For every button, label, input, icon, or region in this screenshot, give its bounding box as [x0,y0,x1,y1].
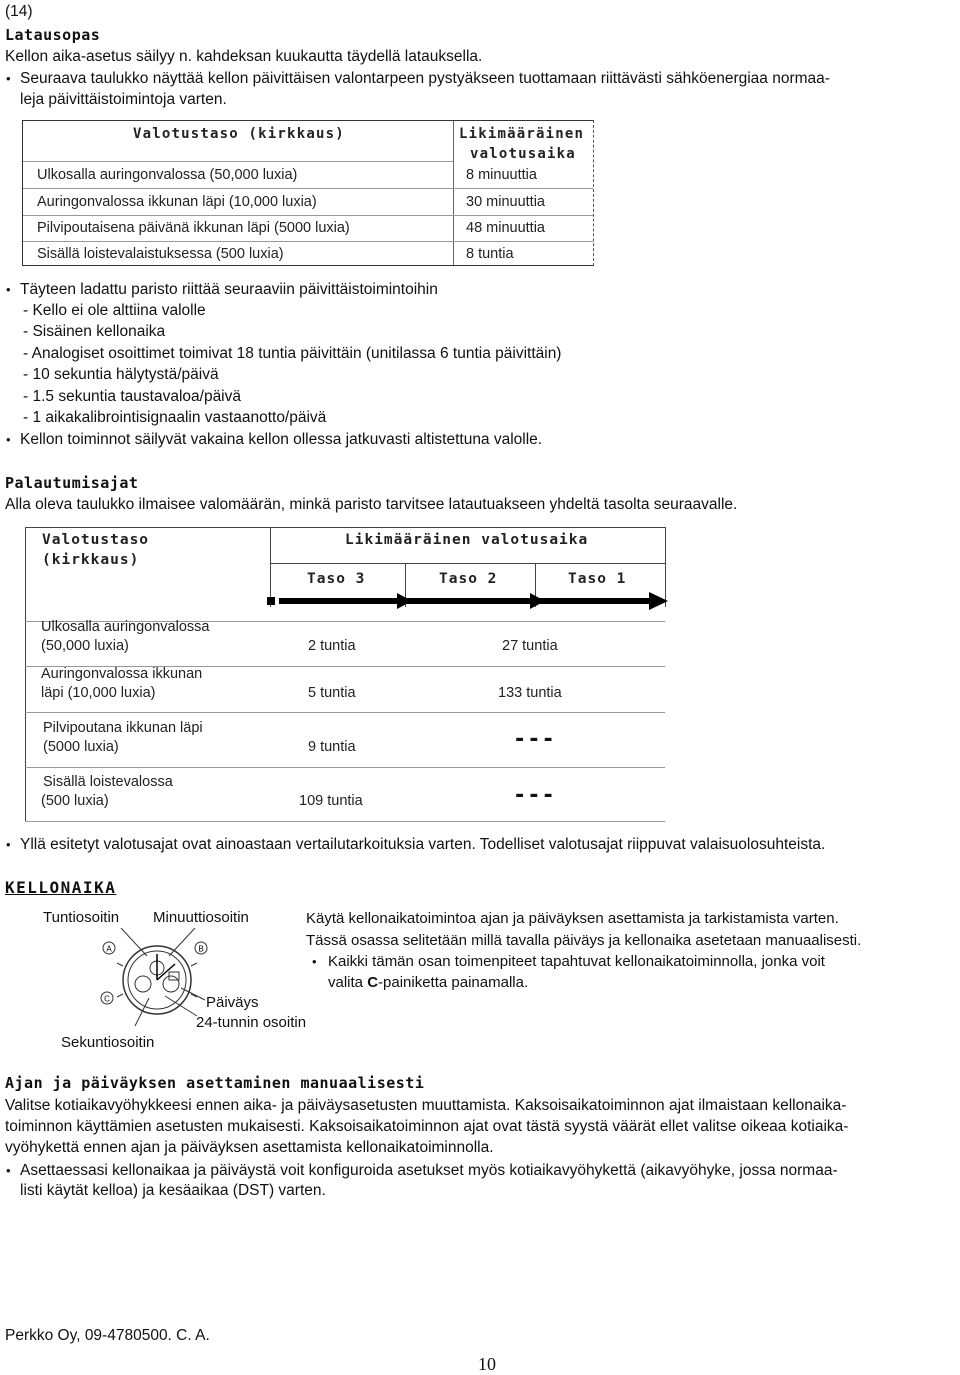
button-c-label: C [104,994,110,1004]
table2-row-label: Sisällä loistevalossa [43,774,173,790]
bullet-icon: • [312,954,317,969]
table-header-level: Valotustaso (kirkkaus) [133,126,345,142]
table2-row-value: 133 tuntia [498,685,562,701]
bullet-text: -painiketta painamalla. [378,974,529,991]
watch-illustration [95,928,215,1028]
table2-row-label: läpi (10,000 luxia) [41,685,156,701]
table2-row-value: 109 tuntia [299,793,363,809]
level-label: Taso 2 [439,571,498,587]
bullet-text: valita [328,974,368,991]
table2-header-time: Likimääräinen valotusaika [345,532,589,548]
level-label: Taso 3 [307,571,366,587]
label-24h-hand: 24-tunnin osoitin [196,1014,307,1031]
section-heading-manual: Ajan ja päiväyksen asettaminen manuaalisesti [5,1074,425,1092]
level-arrow-icon [267,591,669,611]
latausopas-intro: Kellon aika-asetus säilyy n. kahdeksan kuukautta täydellä latauksella. [5,48,483,65]
footer-company: Perkko Oy, 09-4780500. C. A. [5,1327,210,1344]
level-label: Taso 1 [568,571,627,587]
c-button-key: C [367,974,379,991]
operations-item: - Analogiset osoittimet toimivat 18 tuntia päivittäin (unitilassa 6 tuntia päivittäin) [23,345,562,362]
table-rule [25,821,665,822]
table-row-label: Pilvipoutaisena päivänä ikkunan läpi (5000 luxia) [37,220,350,236]
table-row-value: 8 tuntia [466,246,514,262]
section-heading-kellonaika: KELLONAIKA [5,878,117,897]
table2-row-value: 27 tuntia [502,638,558,654]
table-rule [23,161,453,162]
table-rule [270,563,665,564]
table-divider [453,121,454,265]
table-row-value: 30 minuuttia [466,194,545,210]
table-header-time-line2: valotusaika [470,146,576,162]
table2-row-value: 2 tuntia [308,638,356,654]
manual-bullet-line2: listi käytät kelloa) ja kesäaikaa (DST) varten. [20,1182,326,1199]
kellonaika-text-2: Tässä osassa selitetään millä tavalla päiväys ja kellonaika asetetaan manuaalisesti. [306,932,862,949]
table-row-label: Auringonvalossa ikkunan läpi (10,000 luxia) [37,194,317,210]
manual-bullet-line1: • Asettaessasi kellonaikaa ja päiväystä voit konfiguroida asetukset myös kotiaikavyöhykettä (aikavyöhyke, jossa normaa- [20,1160,838,1181]
table-rule [25,767,665,768]
label-minute-hand: Minuuttiosoitin [153,909,249,926]
manual-paragraph-line1: Valitse kotiaikavyöhykkeesi ennen aika- ja päiväysasetusten muuttamista. Kaksoisaikatoiminnon ajat ilmaistaan kellonaika- [5,1097,847,1114]
operations-item: - 10 sekuntia hälytystä/päivä [23,366,219,383]
page-label: (14) [5,3,33,20]
table2-row-label: (500 luxia) [41,793,109,809]
table-header-time-line1: Likimääräinen [459,126,585,142]
latausopas-bullet-line2: leja päivittäistoimintoja varten. [20,91,227,108]
recovery-table [25,527,665,822]
table-row-label: Sisällä loistevalaistuksessa (500 luxia) [37,246,284,262]
table-row-value: 8 minuuttia [466,167,537,183]
operations-item: - Sisäinen kellonaika [23,323,166,340]
section-heading-latausopas: Latausopas [5,26,101,44]
page-number: 10 [478,1354,496,1374]
table2-row-value: 5 tuntia [308,685,356,701]
table2-row-label: Pilvipoutana ikkunan läpi [43,720,203,736]
table-rule [23,215,593,216]
table-rule [23,241,593,242]
kellonaika-bullet-line1: Kaikki tämän osan toimenpiteet tapahtuvat kellonaikatoiminnolla, jonka voit [328,953,825,970]
manual-paragraph-line3: vyöhykettä ennen ajan ja päiväyksen asettamista kellonaikatoiminnolla. [5,1139,494,1156]
table-rule [23,188,593,189]
button-a-label: A [106,944,112,954]
operations-bullet: • Täyteen ladattu paristo riittää seuraaviin päivittäistoimintoihin [20,279,438,300]
label-date: Päiväys [206,994,259,1011]
table2-row-value: --- [513,727,556,752]
table2-row-label: Auringonvalossa ikkunan [41,666,203,682]
label-hour-hand: Tuntiosoitin [43,909,120,926]
exposure-table [22,120,594,266]
manual-paragraph-line2: toiminnon käyttämien asetusten mukaisesti. Kaksoisaikatoiminnon ajat ovat tästä syystä väärät ellet valitse oikeaa kotiaika- [5,1118,849,1135]
button-b-label: B [198,944,204,954]
table2-row-label: Ulkosalla auringonvalossa [41,619,210,635]
operations-item: - Kello ei ole alttiina valolle [23,302,206,319]
table2-row-label: (5000 luxia) [43,739,119,755]
table2-row-label: (50,000 luxia) [41,638,129,654]
table2-row-value: --- [513,783,556,808]
table2-header-level-line2: (kirkkaus) [42,552,140,568]
table-row-label: Ulkosalla auringonvalossa (50,000 luxia) [37,167,298,183]
operations-item: - 1.5 sekuntia taustavaloa/päivä [23,388,241,405]
table-rule [25,712,665,713]
table-rule [25,527,665,528]
latausopas-bullet-line1: • Seuraava taulukko näyttää kellon päivittäisen valontarpeen pystyäkseen tuottamaan riittävästi sähköenergiaa normaa- [20,68,830,89]
exposure-note: • Yllä esitetyt valotusajat ovat ainoastaan vertailutarkoituksia varten. Todelliset valotusajat riippuvat valaisuolosuhteista. [20,834,825,855]
operations-bullet-2: • Kellon toiminnot säilyvät vakaina kellon ollessa jatkuvasti altistettuna valolle. [20,429,542,450]
kellonaika-text-1: Käytä kellonaikatoimintoa ajan ja päiväyksen asettamista ja tarkistamista varten. [306,910,839,927]
table-row-value: 48 minuuttia [466,220,545,236]
table2-row-value: 9 tuntia [308,739,356,755]
table-rule [25,527,26,822]
operations-item: - 1 aikakalibrointisignaalin vastaanotto/päivä [23,409,327,426]
label-second-hand: Sekuntiosoitin [61,1034,155,1051]
table2-header-level-line1: Valotustaso [42,532,150,548]
kellonaika-bullet-line2 [328,972,528,993]
section-heading-palautumisajat: Palautumisajat [5,474,139,492]
palautumisajat-intro: Alla oleva taulukko ilmaisee valomäärän, minkä paristo tarvitsee latautuakseen yhdeltä tasolta seuraavalle. [5,496,738,513]
